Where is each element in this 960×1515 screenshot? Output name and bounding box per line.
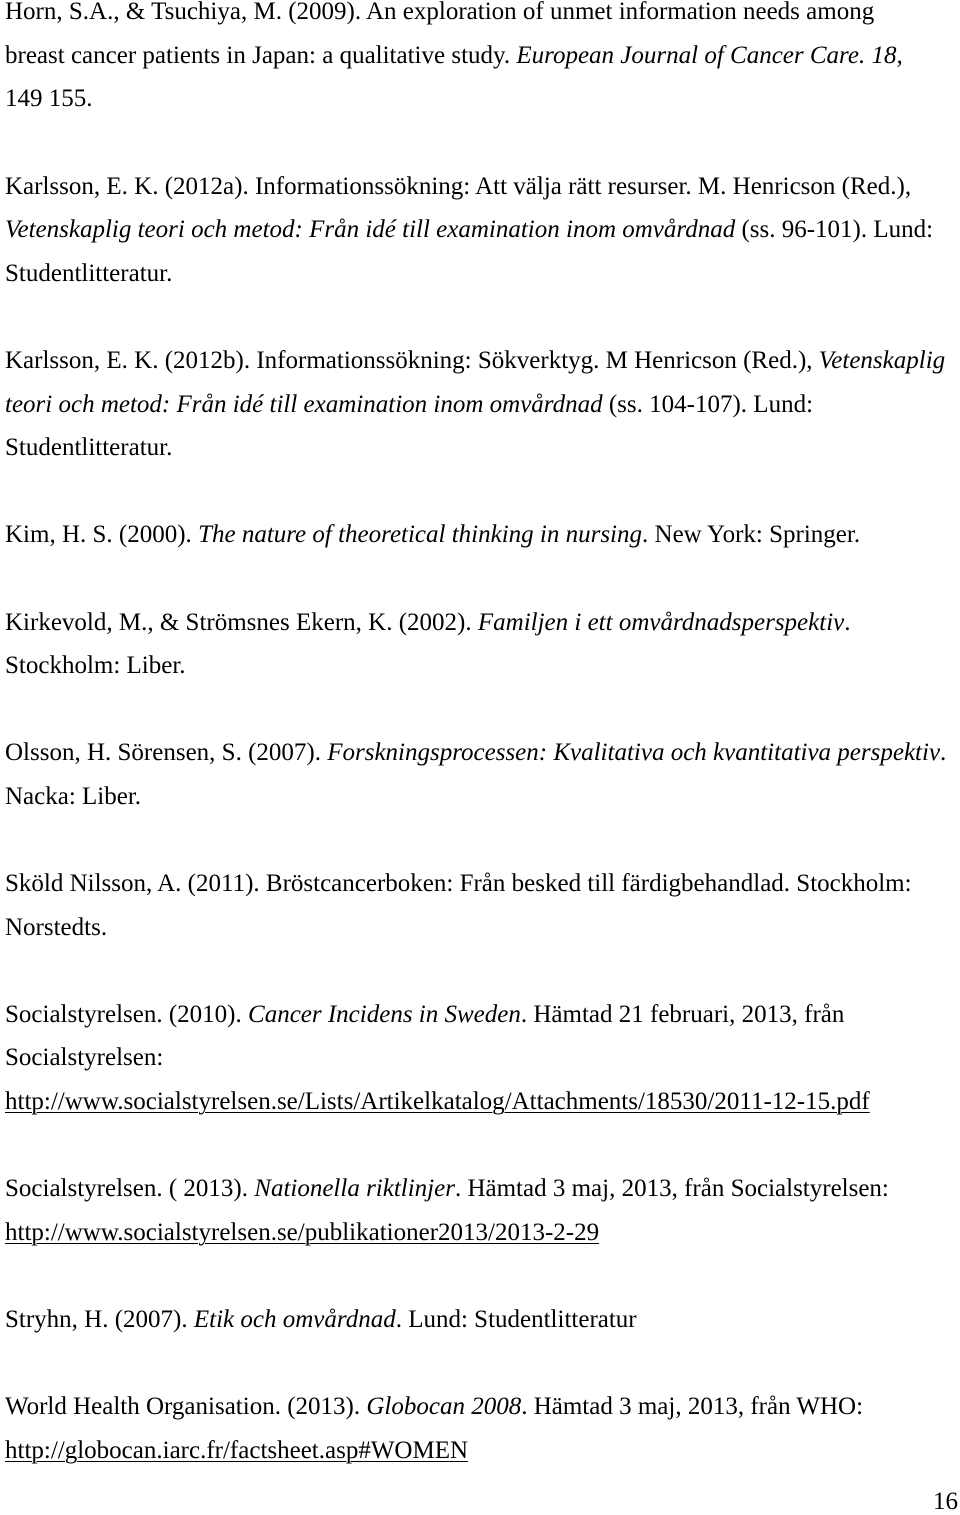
- reference-line: [5, 731, 955, 775]
- reference-title: European Journal of Cancer Care. 18,: [516, 41, 903, 69]
- reference-list: [5, 0, 955, 1472]
- reference-text: Horn, S.A., & Tsuchiya, M. (2009). An exploration of unmet information needs among: [5, 0, 875, 26]
- reference-text: Socialstyrelsen. ( 2013).: [5, 1175, 255, 1203]
- reference-line: [5, 775, 955, 819]
- reference-text: Norstedts.: [5, 913, 108, 941]
- reference-entry: [5, 1167, 955, 1254]
- reference-title: The nature of theoretical thinking in nursing: [198, 521, 643, 549]
- reference-line: [5, 1429, 955, 1473]
- reference-text: . New York: Springer.: [642, 521, 861, 549]
- reference-text: Karlsson, E. K. (2012b). Informationssökning: Sökverktyg. M Henricson (Red.),: [5, 346, 819, 374]
- reference-text: Stockholm: Liber.: [5, 652, 186, 680]
- reference-text: Kirkevold, M., & Strömsnes Ekern, K. (2002).: [5, 608, 478, 636]
- reference-entry: [5, 0, 955, 121]
- reference-title: Vetenskaplig: [818, 346, 946, 374]
- page-number: 16: [933, 1488, 958, 1515]
- reference-text: . Hämtad 21 februari, 2013, från: [520, 1000, 845, 1028]
- reference-entry: [5, 862, 955, 949]
- reference-entry: [5, 1385, 955, 1472]
- reference-entry: [5, 993, 955, 1124]
- reference-title: Globocan 2008: [366, 1393, 522, 1421]
- reference-entry: [5, 165, 955, 296]
- reference-entry: [5, 1298, 955, 1342]
- reference-line: [5, 993, 955, 1037]
- reference-text: .: [940, 739, 947, 767]
- reference-text: . Hämtad 3 maj, 2013, från Socialstyrelsen:: [454, 1175, 889, 1203]
- reference-line: [5, 906, 955, 950]
- reference-line: [5, 513, 955, 557]
- reference-line: [5, 1211, 955, 1255]
- reference-title: Vetenskaplig teori och metod: Från idé till examination inom omvårdnad: [5, 216, 736, 244]
- reference-line: [5, 1385, 955, 1429]
- reference-text: Stryhn, H. (2007).: [5, 1306, 194, 1334]
- reference-url-link[interactable]: http://globocan.iarc.fr/factsheet.asp#WOMEN: [5, 1436, 469, 1464]
- reference-line: [5, 165, 955, 209]
- reference-text: . Lund: Studentlitteratur: [395, 1306, 637, 1334]
- reference-entry: [5, 601, 955, 688]
- reference-text: Studentlitteratur.: [5, 259, 173, 287]
- reference-text: Karlsson, E. K. (2012a). Informationssökning: Att välja rätt resurser. M. Henricson (Red.),: [5, 172, 912, 200]
- reference-line: [5, 1167, 955, 1211]
- reference-text: Nacka: Liber.: [5, 782, 142, 810]
- reference-line: [5, 601, 955, 645]
- reference-title: teori och metod: Från idé till examination inom omvårdnad: [5, 390, 603, 418]
- reference-line: [5, 252, 955, 296]
- reference-line: [5, 1080, 955, 1124]
- reference-text: Kim, H. S. (2000).: [5, 521, 199, 549]
- reference-text: breast cancer patients in Japan: a qualitative study.: [5, 41, 517, 69]
- reference-text: Socialstyrelsen:: [5, 1044, 164, 1072]
- reference-title: Forskningsprocessen: Kvalitativa och kvantitativa perspektiv: [327, 739, 941, 767]
- reference-title: Familjen i ett omvårdnadsperspektiv: [477, 608, 845, 636]
- reference-text: (ss. 104-107). Lund:: [602, 390, 814, 418]
- reference-line: [5, 339, 955, 383]
- reference-line: [5, 383, 955, 427]
- reference-line: [5, 862, 955, 906]
- reference-entry: [5, 513, 955, 557]
- reference-text: Socialstyrelsen. (2010).: [5, 1000, 249, 1028]
- reference-text: . Hämtad 3 maj, 2013, från WHO:: [521, 1393, 864, 1421]
- reference-url-link[interactable]: http://www.socialstyrelsen.se/publikationer2013/2013-2-29: [5, 1218, 600, 1246]
- reference-url-link[interactable]: http://www.socialstyrelsen.se/Lists/Artikelkatalog/Attachments/18530/2011-12-15.pdf: [5, 1088, 870, 1116]
- reference-text: World Health Organisation. (2013).: [5, 1393, 367, 1421]
- reference-line: [5, 77, 955, 121]
- reference-text: Studentlitteratur.: [5, 434, 173, 462]
- reference-entry: [5, 731, 955, 818]
- reference-line: [5, 0, 955, 34]
- reference-line: [5, 1036, 955, 1080]
- reference-line: [5, 426, 955, 470]
- reference-line: [5, 644, 955, 688]
- reference-entry: [5, 339, 955, 470]
- reference-title: Etik och omvårdnad: [193, 1306, 396, 1334]
- reference-line: [5, 34, 955, 78]
- reference-text: .: [844, 608, 851, 636]
- reference-title: Nationella riktlinjer: [254, 1175, 455, 1203]
- reference-text: Olsson, H. Sörensen, S. (2007).: [5, 739, 328, 767]
- reference-text: 149 155.: [5, 85, 93, 113]
- reference-text: Sköld Nilsson, A. (2011). Bröstcancerboken: Från besked till färdigbehandlad. Stockholm:: [5, 870, 912, 898]
- reference-text: (ss. 96-101). Lund:: [735, 216, 934, 244]
- reference-title: Cancer Incidens in Sweden: [248, 1000, 521, 1028]
- reference-line: [5, 1298, 955, 1342]
- reference-line: [5, 208, 955, 252]
